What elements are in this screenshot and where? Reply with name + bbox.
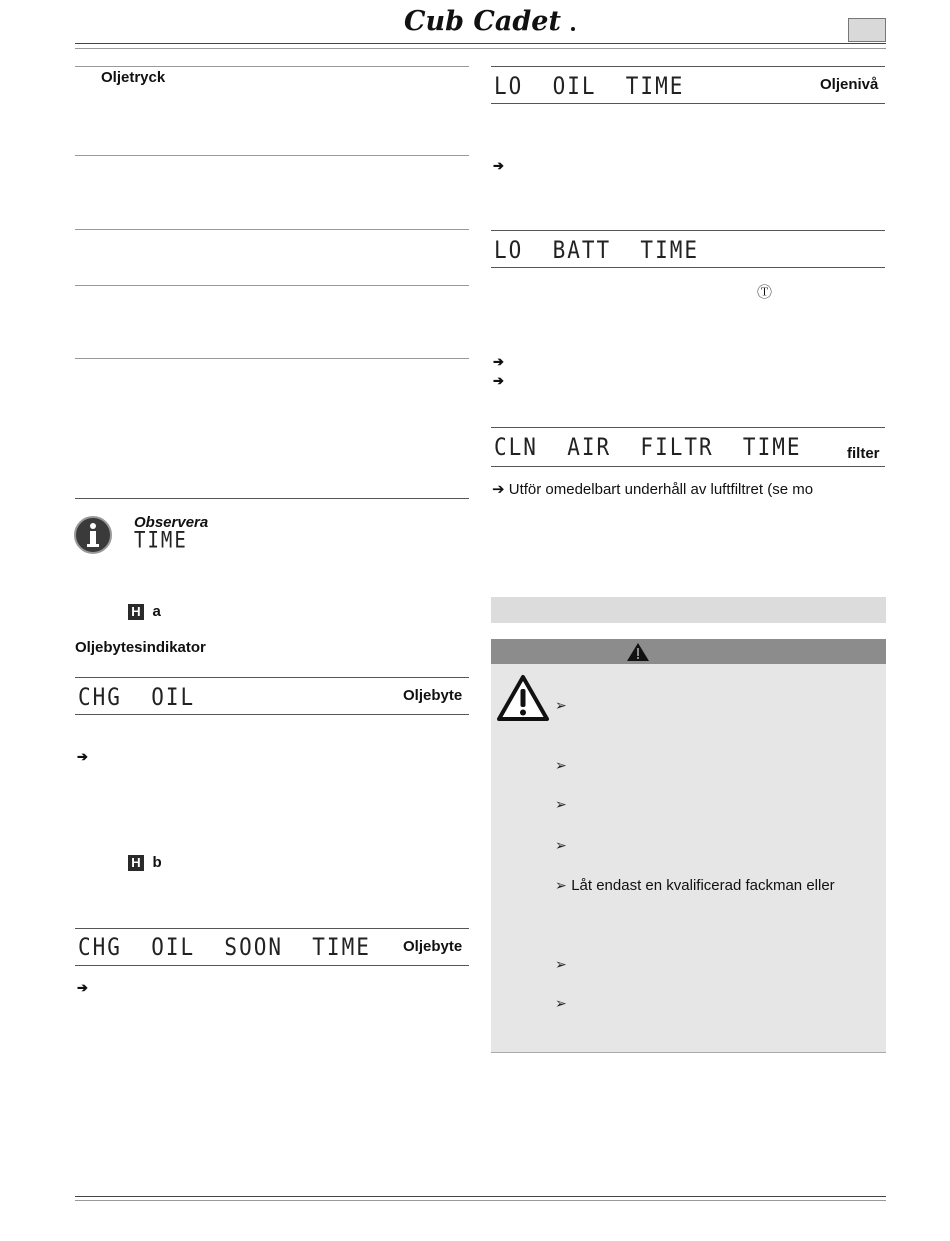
rule	[75, 965, 469, 966]
chevron-right-icon: ➢	[555, 697, 567, 713]
header-rule	[75, 43, 886, 49]
rule	[491, 230, 885, 231]
air-filter-text: ➔ Utför omedelbart underhåll av luftfiltret (se mo	[492, 481, 814, 498]
chevron-right-icon: ➢	[555, 837, 567, 853]
chevron-right-icon: ➢	[555, 956, 567, 972]
rule	[75, 677, 469, 678]
section-band	[491, 597, 886, 623]
warning-bullet: ➢ Låt endast en kvalificerad fackman eller	[555, 877, 835, 894]
arrow-icon: ➔	[493, 158, 504, 173]
note-title: Observera	[134, 514, 209, 531]
warning-box	[491, 639, 886, 1053]
lo-batt-lcd: LO BATT TIME	[494, 236, 700, 264]
warning-bullet	[555, 796, 567, 814]
rule	[75, 155, 469, 156]
warning-bullet	[555, 697, 567, 715]
arrow-icon: ➔	[77, 749, 88, 764]
figure-ref-a	[128, 603, 161, 621]
figure-letter: H	[128, 855, 144, 871]
arrow-icon: ➔	[493, 354, 504, 369]
chevron-right-icon: ➢	[555, 757, 567, 773]
rule	[75, 714, 469, 715]
lo-oil-label: Oljenivå	[820, 76, 879, 93]
chg-oil-lcd: CHG OIL	[78, 683, 196, 711]
figure-letter: H	[128, 604, 144, 620]
clock-icon: Ⓣ	[757, 284, 773, 301]
rule	[491, 466, 885, 467]
chevron-right-icon: ➢	[555, 796, 567, 812]
chevron-right-icon: ➢	[555, 877, 567, 893]
rule	[75, 498, 469, 499]
chevron-right-icon: ➢	[555, 995, 567, 1011]
rule	[491, 103, 885, 104]
rule	[75, 928, 469, 929]
rule	[75, 285, 469, 286]
rule	[75, 66, 469, 67]
arrow-icon: ➔	[77, 980, 88, 995]
rule	[491, 427, 885, 428]
rule	[491, 66, 885, 67]
info-icon	[73, 515, 113, 555]
warning-bullet	[555, 837, 567, 855]
figure-ref-b	[128, 854, 162, 872]
chg-oil-soon-lcd: CHG OIL SOON TIME	[78, 933, 371, 961]
warning-bullet	[555, 757, 567, 775]
figure-label: a	[152, 603, 161, 620]
brand-text: Cub Cadet	[404, 6, 561, 36]
warning-bullet	[555, 995, 567, 1013]
rule	[491, 267, 885, 268]
arrow-icon: ➔	[493, 373, 504, 388]
oil-pressure-heading: Oljetryck	[101, 69, 166, 86]
rule	[75, 229, 469, 230]
warning-triangle-icon	[497, 674, 549, 722]
rule	[75, 358, 469, 359]
cln-air-label: filter	[847, 445, 880, 462]
oil-change-indicator-heading: Oljebytesindikator	[75, 639, 206, 656]
warning-header	[491, 639, 886, 664]
cln-air-lcd: CLN AIR FILTR TIME	[494, 433, 802, 461]
warning-bullet	[555, 956, 567, 974]
brand-logo	[400, 4, 580, 36]
footer-rule	[75, 1196, 886, 1201]
page-number-box	[848, 18, 886, 42]
figure-label: b	[152, 854, 162, 871]
chg-oil-soon-label: Oljebyte	[403, 938, 463, 955]
note-lcd: TIME	[134, 528, 188, 554]
lo-oil-lcd: LO OIL TIME	[494, 72, 685, 100]
chg-oil-label: Oljebyte	[403, 687, 463, 704]
warning-small-icon	[626, 642, 650, 662]
